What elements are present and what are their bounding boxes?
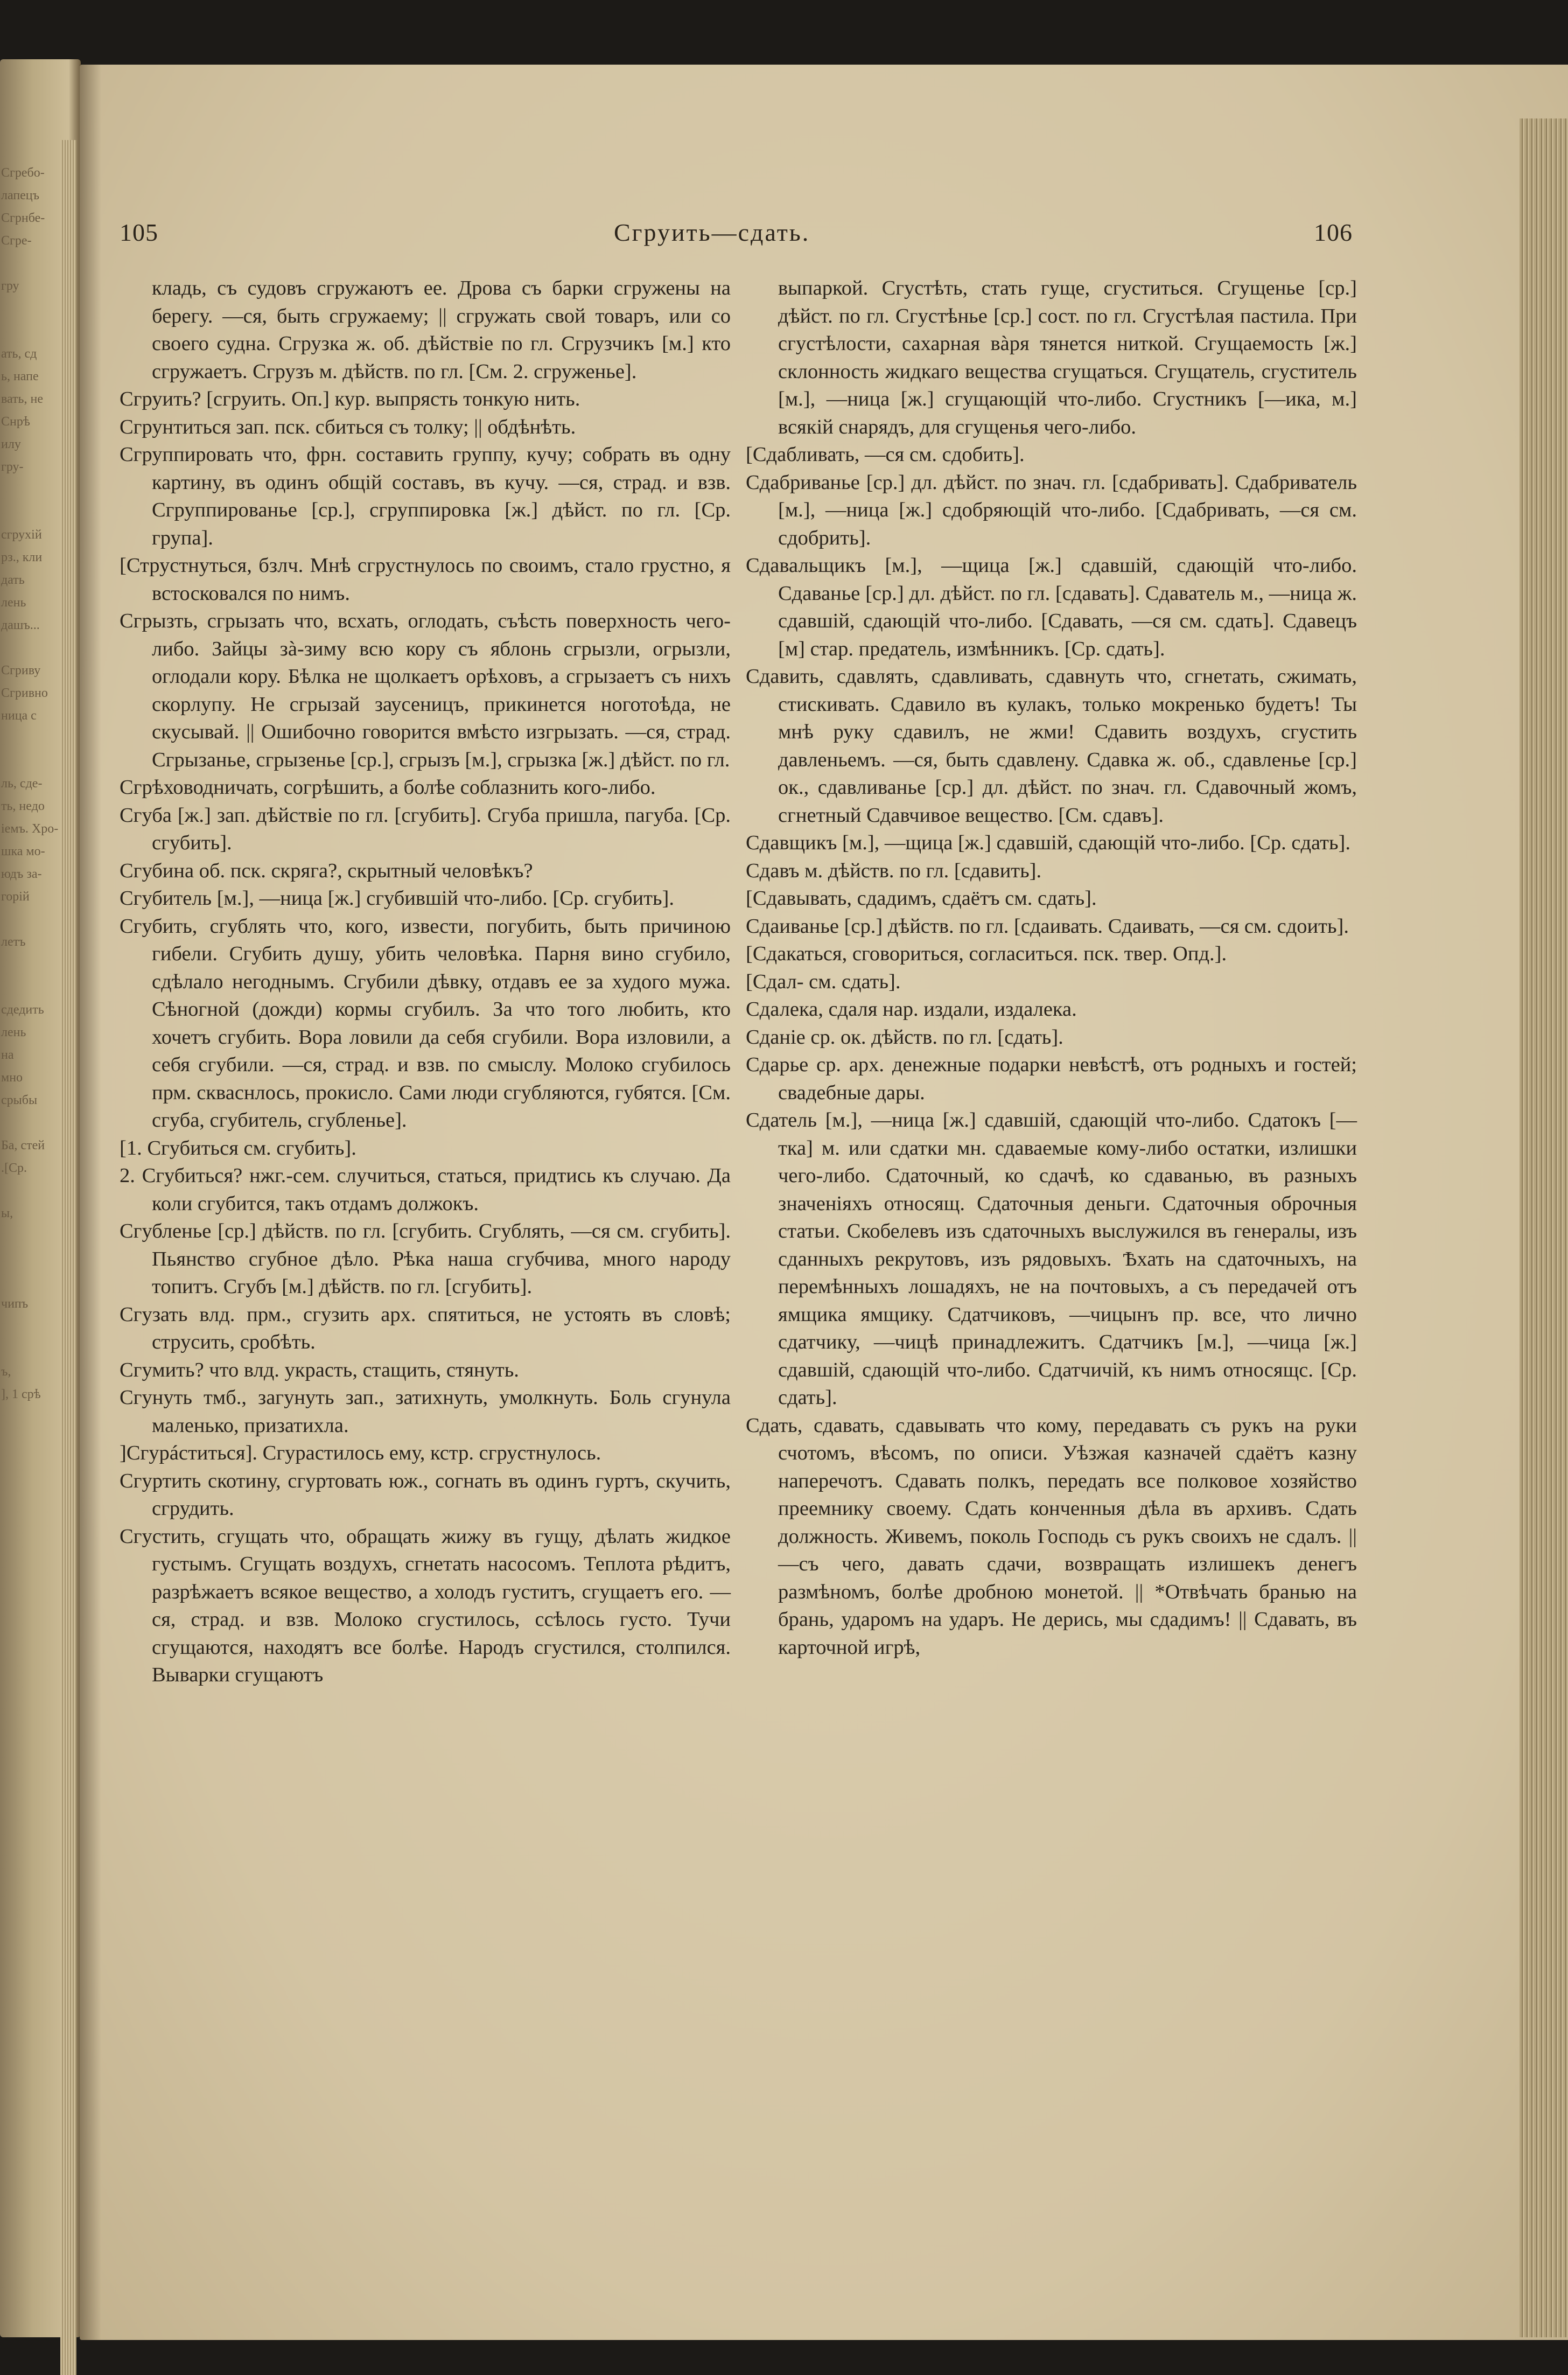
entry-text: выпаркой. Сгустѣть, стать гуще, сгуститься. Сгущенье [ср.] дѣйст. по гл. Сгустѣнье [ср.] сост. по гл. Сгустѣлая пастила. При сгустѣлости, сахарная вàря тянется ниткой. Сгущаемость [ж.] склонность жидкаго вещества сгущаться. Сгущатель, сгуститель [м.], —ница [ж.] сгущающій что-либо. Сгустникъ [—ика, м.] всякій снарядъ, для сгущенья чего-либо.: [778, 277, 1357, 438]
entry-text: Сгрызть, сгрызать что, всхать, оглодать, съѣсть поверхность чего-либо. Зайцы зà-зиму всю кору съ яблонь сгрызли, огрызли, оглодали кору. Бѣлка не щолкаетъ орѣховъ, а сгрызаетъ съ нихъ скорлупу. Не сгрызай заусеницъ, прикинется ноготоѣда, не скусывай. || Ошибочно говорится вмѣсто изгрызать. —ся, страд. Сгрызанье, сгрызенье [ср.], сгрызъ [м.], сгрызка [ж.] дѣйст. по гл.: [120, 610, 731, 771]
left-book-text-fragments: Сгребо- лапецъ Сгрнбе- Сгре- гру ать, сд ь, напе вать, не Снрѣ илу гру- сгрухій рз., кли дать лень дашъ... Сгриву Сгривно ница с ль, сде- ть, недо іемъ. Хро- шка мо- юдъ за- горій летъ сдедить лень на мно срыбы Ба, стей .[Ср. ы, чипъ ъ, ], 1 срѣ: [1, 166, 59, 1401]
entry-text: Сдавить, сдавлять, сдавливать, сдавнуть что, сгнетать, сжимать, стискивать. Сдавило въ кулакъ, только мокренько будетъ! Ты мнѣ руку сдавилъ, не жми! Сдавить воздухъ, сгустить давленьемъ. —ся, быть сдавлену. Сдавка ж. об., сдавленье [ср.] ок., сдавливанье [ср.] дл. дѣйст. по знач. гл. Сдавочный жомъ, сгнетный Сдавчивое вещество. [См. сдавъ].: [746, 665, 1357, 827]
entry-text: Сгубина об. пск. скряга?, скрытный человѣкъ?: [120, 859, 533, 882]
entry-text: Сдарье ср. арх. денежные подарки невѣстѣ, отъ родныхъ и гостей; свадебные дары.: [746, 1053, 1357, 1104]
entry-text: 2. Сгубиться? нжг.-сем. случиться, статься, придтись къ случаю. Да коли сгубится, такъ отдамъ должокъ.: [120, 1164, 731, 1215]
entry-text: [1. Сгубиться см. сгубить].: [120, 1136, 356, 1159]
entry-text: [Сдакаться, сговориться, согласиться. пск. твер. Опд.].: [746, 942, 1227, 965]
entry-text: Сдаиванье [ср.] дѣйств. по гл. [сдаивать. Сдаивать, —ся см. сдоить].: [746, 914, 1349, 938]
entry-text: Сдавщикъ [м.], —щица [ж.] сдавшій, сдающій что-либо. [Ср. сдать].: [746, 832, 1350, 854]
entry-text: Сдать, сдавать, сдавывать что кому, передавать съ рукъ на руки счотомъ, вѣсомъ, по описи. Уѣзжая казначей сдаётъ казну наперечотъ. Сдавать полкъ, передать все полковое хозяйство преемнику своему. Сдать конченныя дѣла въ архивъ. Сдать должность. Живемъ, поколь Господь съ рукъ своихъ не сдалъ. || —съ чего, давать сдачи, возвращать излишекъ денегъ размѣномъ, болѣе дробною монетой. || *Отвѣчать бранью на брань, ударомъ на ударъ. Не дерись, мы сдадимъ! || Сдавать, въ карточной игрѣ,: [746, 1414, 1357, 1659]
entry-text: [Сдал- см. сдать].: [746, 970, 901, 993]
entry-text: [Сдабливать, —ся см. сдобить].: [746, 443, 1025, 466]
entry-text: Сгубленье [ср.] дѣйств. по гл. [сгубить. Сгублять, —ся см. сгубить]. Пьянство сгубное дѣло. Рѣка наша сгубчива, много народу топитъ. Сгубъ [м.] дѣйств. по гл. [сгубить].: [120, 1220, 731, 1298]
page-stack-edge: [1520, 118, 1568, 2337]
entry-text: Сгрѣховодничать, согрѣшить, а болѣе соблазнить кого-либо.: [120, 776, 656, 799]
left-column: [120, 275, 731, 1689]
entry-text: кладь, съ судовъ сгружаютъ ее. Дрова съ барки сгружены на берегу. —ся, быть сгружаему; || сгружать свой товаръ, или со своего судна. Сгрузка ж. об. дѣйствіе по гл. Сгрузчикъ [м.] кто сгружаетъ. Сгрузъ м. дѣйств. по гл. [См. 2. сгруженье].: [152, 277, 731, 383]
entry-text: Сданіе ср. ок. дѣйств. по гл. [сдать].: [746, 1025, 1063, 1049]
entry-text: Сгубить, сгублять что, кого, извести, погубить, быть причиною гибели. Сгубить душу, убить человѣка. Парня вино сгубило, сдѣлало негоднымъ. Сгубили дѣвку, отдавъ ее за худого мужа. Сѣногной (дожди) кормы сгубилъ. За что того любить, кто хочетъ сгубить. Вора ловили да себя сгубили. Вора изловили, а себя сгубили. —ся, страд. и взв. по смыслу. Молоко сгубилось прм. скваснлось, прокисло. Сами люди сгубляются, губятся. [См. сгуба, сгубитель, сгубленье].: [120, 914, 731, 1131]
entry-text: Сгуба [ж.] зап. дѣйствіе по гл. [сгубить]. Сгуба пришла, пагуба. [Ср. сгубить].: [120, 804, 731, 854]
entry-text: Сгустить, сгущать что, обращать жижу въ гущу, дѣлать жидкое густымъ. Сгущать воздухъ, сгнетать насосомъ. Теплота рѣдитъ, разрѣжаетъ всякое вещество, а холодъ густитъ, сгущаетъ его. —ся, страд. и взв. Молоко сгустилось, ссѣлось густо. Тучи сгущаются, находятъ все болѣе. Народъ сгустился, столпился. Выварки сгущаютъ: [120, 1525, 731, 1686]
entry-text: Сгруить? [сгруить. Оп.] кур. выпрясть тонкую нить.: [120, 388, 580, 410]
entry-text: [Сдавывать, сдадимъ, сдаётъ см. сдать].: [746, 887, 1097, 910]
entry-text: Сдавъ м. дѣйств. по гл. [сдавить].: [746, 859, 1042, 882]
entry-text: Сгунуть тмб., загунуть зап., затихнуть, умолкнуть. Боль сгунула маленько, призатихла.: [120, 1386, 731, 1437]
book-page-edge: [60, 140, 76, 2375]
entry-text: Сгрунтиться зап. пск. сбиться съ толку; || обдѣнѣть.: [120, 415, 576, 438]
entry-text: Сгруппировать что, фрн. составить группу, кучу; собрать въ одну картину, въ одинъ общій составъ, въ кучу. —ся, страд. и взв. Сгруппированье [ср.], сгруппировка [ж.] дѣйст. по гл. [Ср. група].: [120, 443, 731, 549]
right-column: [746, 275, 1357, 1661]
entry-text: Сдалека, сдаля нар. издали, издалека.: [746, 998, 1077, 1021]
entry-text: [Струстнуться, бзлч. Мнѣ сгрустнулось по своимъ, стало грустно, я встосковался по нимъ.: [120, 554, 731, 605]
entry-text: Сдавальщикъ [м.], —щица [ж.] сдавшій, сдающій что-либо. Сдаванье [ср.] дл. дѣйст. по гл. [сдавать]. Сдаватель м., —ница ж. сдавшій, сдающій что-либо. [Сдавать, —ся см. сдать]. Сдавецъ [м] стар. предатель, измѣнникъ. [Ср. сдать].: [746, 554, 1357, 660]
entry-text: Сдатель [м.], —ница [ж.] сдавшій, сдающій что-либо. Сдатокъ [—тка] м. или сдатки мн. сдаваемые кому-либо остатки, излишки чего-либо. Сдаточный, ко сдачѣ, ко сдаванью, въ разныхъ значеніяхъ относящ. Сдаточныя деньги. Сдаточныя оброчныя статьи. Скобелевъ изъ сдаточныхъ выслужился въ генералы, изъ сданныхъ рекрутовъ, изъ рядовыхъ. Ѣхать на сдаточныхъ, на перемѣнныхъ лошадяхъ, не на почтовыхъ, а съ передачей отъ ямщика ямщику. Сдатчиковъ, —чицынъ пр. все, что лично сдатчику, —чицѣ принадлежитъ. Сдатчикъ [м.], —чица [ж.] сдавшій, сдающій что-либо. Сдатчичій, къ нимъ относящс. [Ср. сдать].: [746, 1109, 1357, 1409]
running-head: Сгруить—сдать.: [614, 219, 810, 246]
entry-text: Сдабриванье [ср.] дл. дѣйст. по знач. гл. [сдабривать]. Сдабриватель [м.], —ница [ж.] сдобряющій что-либо. [Сдабривать, —ся см. сдобрить].: [746, 471, 1357, 549]
entry-text: ]Сгурáститься]. Сгурастилось ему, кстр. сгрустнулось.: [120, 1442, 601, 1464]
entry-text: Сгузать влд. прм., сгузить арх. спятиться, не устоять въ словѣ; струсить, сробѣть.: [120, 1303, 731, 1353]
right-page-number: 106: [1314, 219, 1353, 246]
entry-text: Сгумить? что влд. украсть, стащить, стянуть.: [120, 1358, 519, 1381]
left-page-number: 105: [120, 219, 158, 246]
spine-shadow: [80, 65, 101, 2340]
entry-text: Сгуртить скотину, сгуртовать юж., согнать въ одинъ гуртъ, скучить, сгрудить.: [120, 1469, 731, 1520]
entry-text: Сгубитель [м.], —ница [ж.] сгубившій что-либо. [Ср. сгубить].: [120, 887, 674, 910]
